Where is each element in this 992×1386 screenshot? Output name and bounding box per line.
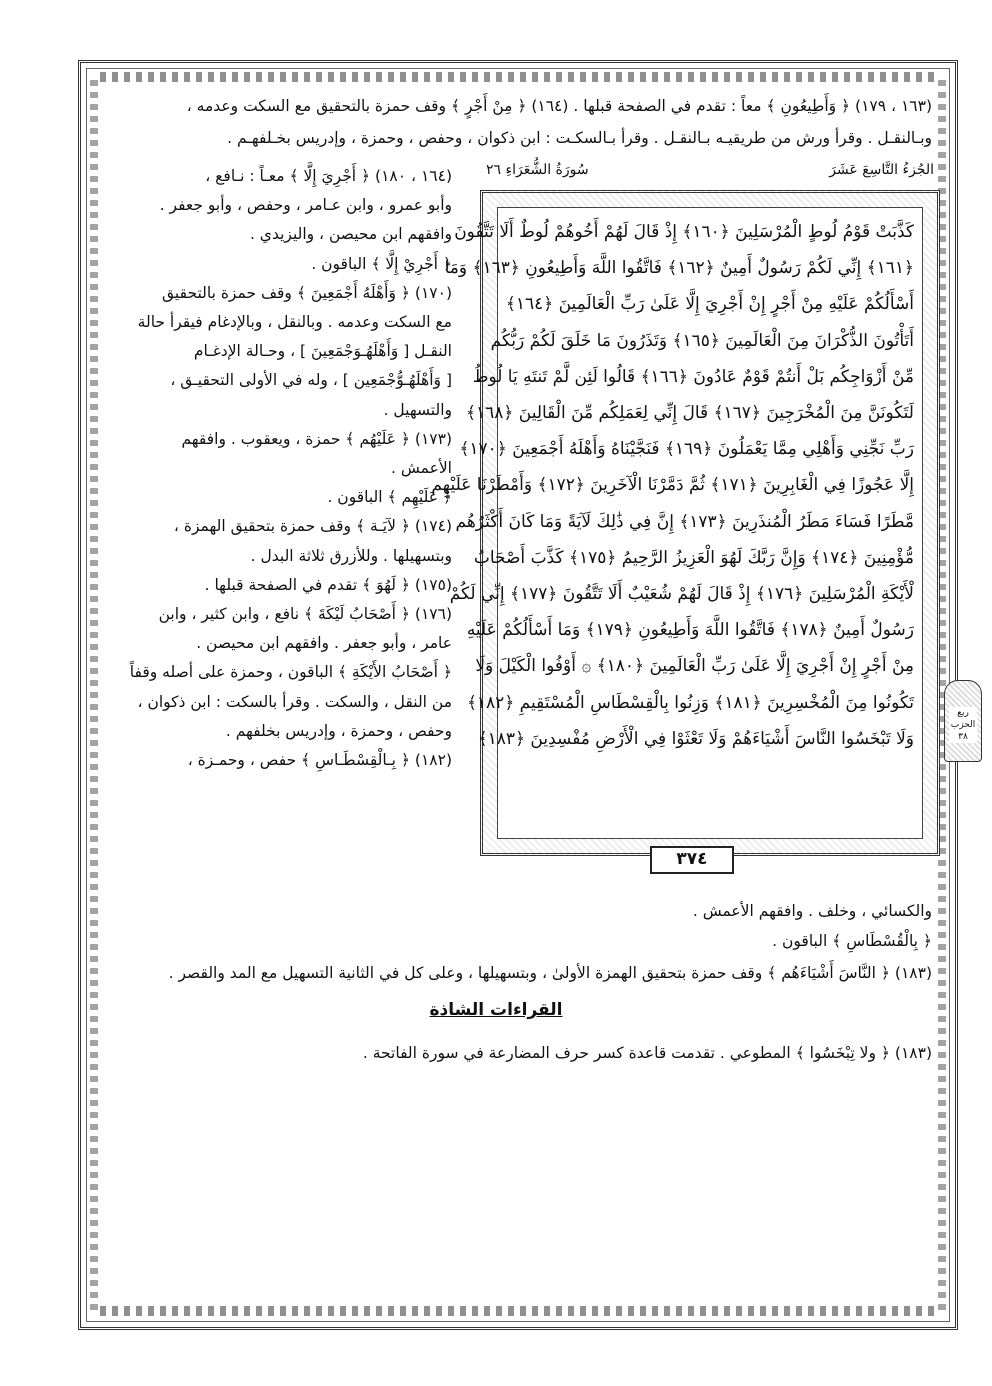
side-line: (١٧٣) ﴿ عَلَيْهُم ﴾ حمزة ، ويعقوب . وافقهم — [181, 429, 452, 448]
side-line: الأعمش . — [391, 459, 452, 478]
ayah-line: لْأَيْكَةِ الْمُرْسَلِينَ ﴿١٧٦﴾ إِذْ قَالَ لَهُمْ شُعَيْبٌ أَلَا تَتَّقُونَ ﴿١٧٧﴾ إِنِّي لَكُمْ — [449, 584, 914, 605]
bottom-line-2: ﴿ بِالْقُسْطَاسِ ﴾ الباقون . — [772, 932, 932, 950]
side-line: من النقل ، والسكت . وقرأ بالسكت : ابن ذكوان ، — [137, 692, 452, 711]
side-line: وافقهم ابن محيصن ، واليزيدي . — [249, 225, 452, 244]
ayah-line: مَّطَرًا فَسَاءَ مَطَرُ الْمُنذَرِينَ ﴿١٧٣﴾ إِنَّ فِي ذَٰلِكَ لَآيَةً وَمَا كَانَ أَكْثَرُهُم — [455, 511, 914, 532]
ayah-line: مِّنْ أَزْوَاجِكُم بَلْ أَنتُمْ قَوْمٌ عَادُونَ ﴿١٦٦﴾ قَالُوا لَئِن لَّمْ تَنتَهِ يَا لُوطُ — [472, 366, 914, 387]
ayah-line: مِنْ أَجْرٍ إِنْ أَجْرِيَ إِلَّا عَلَىٰ رَبِّ الْعَالَمِينَ ﴿١٨٠﴾ ۞ أَوْفُوا الْكَيْلَ وَلَا — [475, 656, 914, 677]
side-line: [ وَأَهْلَهُـوُّجْمَعِين ] ، وله في الأولى التحقيـق ، — [170, 371, 452, 390]
bottom-line-1: والكسائي ، وخلف . وافقهم الأعمش . — [692, 902, 932, 920]
juz-label: الجُزءُ التَّاسِعَ عَشَرَ — [829, 162, 934, 178]
ayah-line: تَكُونُوا مِنَ الْمُخْسِرِينَ ﴿١٨١﴾ وَزِنُوا بِالْقِسْطَاسِ الْمُسْتَقِيمِ ﴿١٨٢﴾ — [466, 692, 914, 713]
mushaf-page-image — [431, 190, 940, 856]
hizb-marker — [944, 680, 982, 762]
ayah-line: أَتَأْتُونَ الذُّكْرَانَ مِنَ الْعَالَمِينَ ﴿١٦٥﴾ وَتَذَرُونَ مَا خَلَقَ لَكُمْ رَبُّكُم — [490, 330, 914, 351]
side-line: وحفص ، وحمزة ، وإدريس بخلفهم . — [225, 721, 452, 740]
side-line: (١٧٤) ﴿ لآيَـة ﴾ وقف حمزة بتحقيق الهمزة ، — [173, 517, 452, 536]
top-ornament-border — [100, 72, 940, 82]
section-heading: القراءات الشاذة — [429, 1000, 563, 1020]
ayah-line: وَلَا تَبْخَسُوا النَّاسَ أَشْيَاءَهُمْ وَلَا تَعْثَوْا فِي الْأَرْضِ مُفْسِدِينَ ﴿١٨٣﴾ — [477, 728, 914, 749]
side-line: (١٧٦) ﴿ أَصْحَابُ لَيْكَةَ ﴾ نافع ، وابن كثير ، وابن — [158, 605, 452, 624]
side-line: والتسهيل . — [383, 400, 452, 419]
ayah-line: كَذَّبَتْ قَوْمُ لُوطٍ الْمُرْسَلِينَ ﴿١٦٠﴾ إِذْ قَالَ لَهُمْ أَخُوهُمْ لُوطٌ أَلَا تَتَّقُونَ — [454, 222, 914, 242]
side-line: (١٧٠) ﴿ وَأَهْلَهُ أَجْمَعِينَ ﴾ وقف حمزة بالتحقيق — [162, 283, 452, 302]
side-line: ﴿ عَلَيْهِم ﴾ الباقون . — [327, 488, 452, 507]
top-line-2: وبـالنقـل . وقرأ ورش من طريقيـه بـالنقـل . وقرأ بـالسكـت : ابن ذكوان ، وحفص ، وحمزة ، وإدريس بخـلفهـم . — [227, 129, 932, 147]
top-line-1: (١٦٣ ، ١٧٩) ﴿ وَأَطِيعُونِ ﴾ معاً : تقدم في الصفحة قبلها . (١٦٤) ﴿ مِنْ أَجْرٍ ﴾ وقف حمزة بالتحقيق مع السكت وعدمه ، — [186, 97, 932, 115]
side-line: عامر ، وأبو جعفر . وافقهم ابن محيصن . — [196, 634, 452, 653]
bottom-ornament-border — [100, 1306, 940, 1316]
side-commentary-column — [104, 162, 452, 775]
ayah-line: ﴿١٦١﴾ إِنِّي لَكُمْ رَسُولٌ أَمِينٌ ﴿١٦٢﴾ فَاتَّقُوا اللَّهَ وَأَطِيعُونِ ﴿١٦٣﴾ وَمَا — [444, 258, 914, 279]
hizb-marker-label: ربع الحزب ٣٨ — [950, 708, 976, 742]
left-ornament-border — [90, 80, 98, 1310]
side-line: وأبو عمرو ، وابن عـامر ، وحفص ، وأبو جعفر . — [159, 196, 452, 215]
side-line: وبتسهيلها . وللأزرق ثلاثة البدل . — [250, 546, 452, 565]
side-line: (١٨٢) ﴿ بِـالْقِسْطَـاسِ ﴾ حفص ، وحمـزة ، — [187, 751, 452, 770]
mushaf-header — [480, 160, 940, 188]
side-line: مع السكت وعدمه . وبالنقل ، وبالإدغام فيقرأ حالة — [137, 313, 452, 332]
side-line: (١٦٤ ، ١٨٠) ﴿ أَجْرِيَ إِلَّا ﴾ معـاً : نـافع ، — [205, 167, 452, 185]
mushaf-page-number: ٣٧٤ — [650, 846, 734, 874]
ayah-line: رَسُولٌ أَمِينٌ ﴿١٧٨﴾ فَاتَّقُوا اللَّهَ وَأَطِيعُونِ ﴿١٧٩﴾ وَمَا أَسْأَلُكُمْ عَلَيْهِ — [466, 620, 914, 641]
ayah-line: أَسْأَلُكُمْ عَلَيْهِ مِنْ أَجْرٍ إِنْ أَجْرِيَ إِلَّا عَلَىٰ رَبِّ الْعَالَمِينَ ﴿١٦٤﴾ — [505, 294, 914, 315]
ayah-line: لَتَكُونَنَّ مِنَ الْمُخْرَجِينَ ﴿١٦٧﴾ قَالَ إِنِّي لِعَمَلِكُم مِّنَ الْقَالِينَ ﴿١٦٨﴾ — [466, 403, 914, 424]
shadh-line-1: (١٨٣) ﴿ ولا تِبْخَسُوا ﴾ المطوعي . تقدمت قاعدة كسر حرف المضارعة في سورة الفاتحة . — [362, 1044, 932, 1062]
ayah-line: إِلَّا عَجُوزًا فِي الْغَابِرِينَ ﴿١٧١﴾ ثُمَّ دَمَّرْنَا الْآخَرِينَ ﴿١٧٢﴾ وَأَمْطَرْنَا عَلَيْهِم — [431, 475, 914, 496]
side-line: (١٧٥) ﴿ لَهُوَ ﴾ تقدم في الصفحة قبلها . — [204, 575, 452, 594]
side-line: النقـل [ وَأَهْلَهُـوَجْمَعِينَ ] ، وحـالة الإدغـام — [193, 342, 452, 361]
ayah-line: مُّؤْمِنِينَ ﴿١٧٤﴾ وَإِنَّ رَبَّكَ لَهُوَ الْعَزِيزُ الرَّحِيمُ ﴿١٧٥﴾ كَذَّبَ أَصْحَابُ — [473, 547, 914, 568]
surah-label: سُورَةُ الشُّعَرَاءِ ٢٦ — [486, 162, 589, 178]
ayah-line: رَبِّ نَجِّنِي وَأَهْلِي مِمَّا يَعْمَلُونَ ﴿١٦٩﴾ فَنَجَّيْنَاهُ وَأَهْلَهُ أَجْمَعِينَ ﴿١٧٠﴾ — [459, 439, 914, 460]
side-line: ﴿ أَصْحَابُ الأَيْكَةِ ﴾ الباقون ، وحمزة على أصله وقفاً — [129, 663, 452, 682]
mushaf-text-area — [431, 207, 923, 839]
side-line: ﴿ أَجْرِيْ إِلَّا ﴾ الباقون . — [311, 254, 452, 273]
bottom-line-3: (١٨٣) ﴿ النَّاسَ أَشْيَاءَهُم ﴾ وقف حمزة بتحقيق الهمزة الأولىٰ ، وبتسهيلها ، وعلى كل في الثانية التسهيل مع المد والقصر . — [168, 964, 932, 982]
